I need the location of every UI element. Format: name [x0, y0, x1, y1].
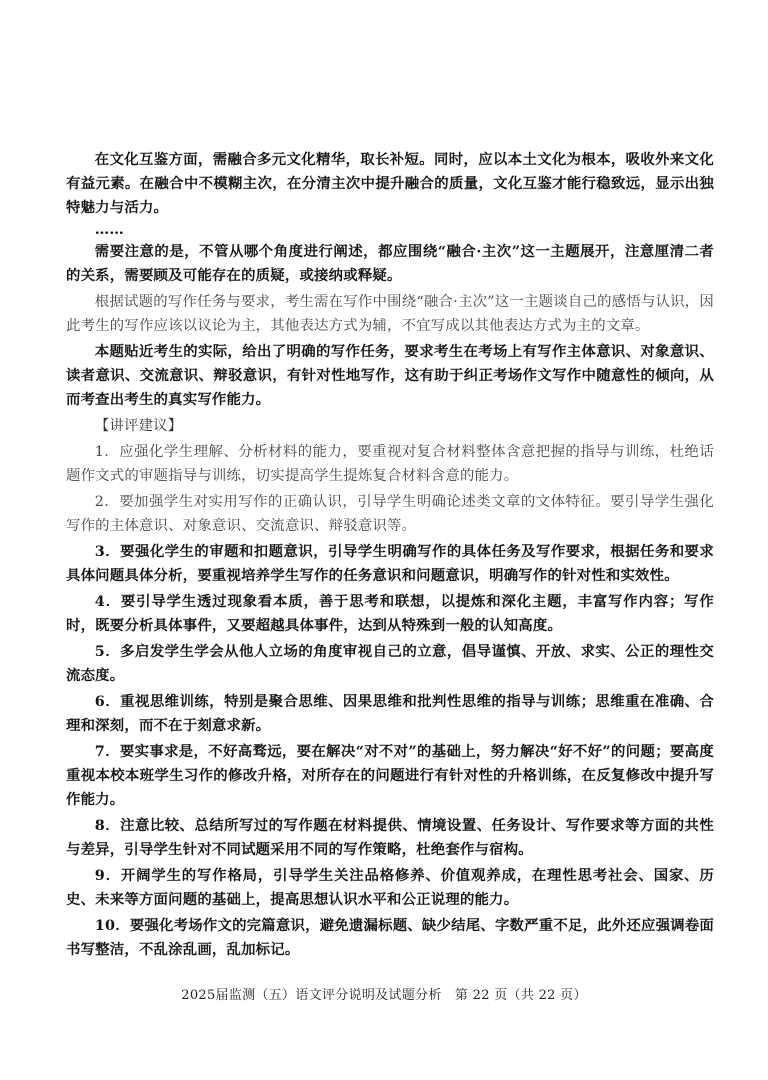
suggestion-item-6: 6．重视思维训练，特别是聚合思维、因果思维和批判性思维的指导与训练；思维重在准确、合理和深刻，而不在于刻意求新。: [66, 693, 714, 734]
suggestion-item-5: 5．多启发学生学会从他人立场的角度审视自己的立意，倡导谨慎、开放、求实、公正的理性交流态度。: [66, 643, 714, 684]
suggestion-item-1: 1．应强化学生理解、分析材料的能力，要重视对复合材料整体含意把握的指导与训练，杜绝话题作文式的审题指导与训练，切实提高学生提炼复合材料含意的能力。: [66, 444, 714, 484]
suggestion-item-8: 8．注意比较、总结所写过的写作题在材料提供、情境设置、任务设计、写作要求等方面的共性与差异，引导学生针对不同试题采用不同的写作策略，杜绝套作与宿构。: [66, 817, 714, 858]
suggestion-item-4: 4．要引导学生透过现象看本质，善于思考和联想，以提炼和深化主题，丰富写作内容；写作时，既要分析具体事件，又要超越具体事件，达到从特殊到一般的认知高度。: [66, 593, 714, 634]
document-body: [66, 148, 714, 964]
suggestion-item-10: 10．要强化考场作文的完篇意识，避免遗漏标题、缺少结尾、字数严重不足，此外还应强调卷面书写整洁，不乱涂乱画，乱加标记。: [66, 917, 714, 958]
suggestion-item-9: 9．开阔学生的写作格局，引导学生关注品格修养、价值观养成，在理性思考社会、国家、历史、未来等方面问题的基础上，提高思想认识水平和公正说理的能力。: [66, 867, 714, 908]
paragraph-note: 需要注意的是，不管从哪个角度进行阐述，都应围绕“融合·主次”这一主题展开，注意厘清二者的关系，需要顾及可能存在的质疑，或接纳或释疑。: [66, 243, 714, 284]
paragraph-question-value: 本题贴近考生的实际，给出了明确的写作任务，要求考生在考场上有写作主体意识、对象意识、读者意识、交流意识、辩驳意识，有针对性地写作，这有助于纠正考场作文写作中随意性的倾向，从而考查出考生的真实写作能力。: [66, 343, 714, 408]
paragraph-cultural-exchange: 在文化互鉴方面，需融合多元文化精华，取长补短。同时，应以本土文化为根本，吸收外来文化有益元素。在融合中不模糊主次，在分清主次中提升融合的质量，文化互鉴才能行稳致远，显示出独特魅力与活力。: [66, 151, 714, 216]
suggestion-item-7: 7．要实事求是，不好高骛远，要在解决“对不对”的基础上，努力解决“好不好”的问题；要高度重视本校本班学生习作的修改升格，对所存在的问题进行有针对性的升格训练，在反复修改中提升写作能力。: [66, 743, 714, 808]
suggestion-item-3: 3．要强化学生的审题和扣题意识，引导学生明确写作的具体任务及写作要求，根据任务和要求具体问题具体分析，要重视培养学生写作的任务意识和问题意识，明确写作的针对性和实效性。: [66, 543, 714, 584]
page-footer: 2025届监测（五）语文评分说明及试题分析 第 22 页（共 22 页）: [181, 988, 587, 1003]
paragraph-task-requirements: 根据试题的写作任务与要求，考生需在写作中围绕“融合·主次”这一主题谈自己的感悟与认识，因此考生的写作应该以议论为主，其他表达方式为辅，不宜写成以其他表达方式为主的文章。: [66, 294, 714, 334]
suggestion-item-2: 2．要加强学生对实用写作的正确认识，引导学生明确论述类文章的文体特征。要引导学生强化写作的主体意识、对象意识、交流意识、辩驳意识等。: [66, 494, 714, 534]
paragraph-ellipsis: ……: [94, 221, 124, 238]
section-heading-suggestions: 【讲评建议】: [94, 418, 183, 434]
